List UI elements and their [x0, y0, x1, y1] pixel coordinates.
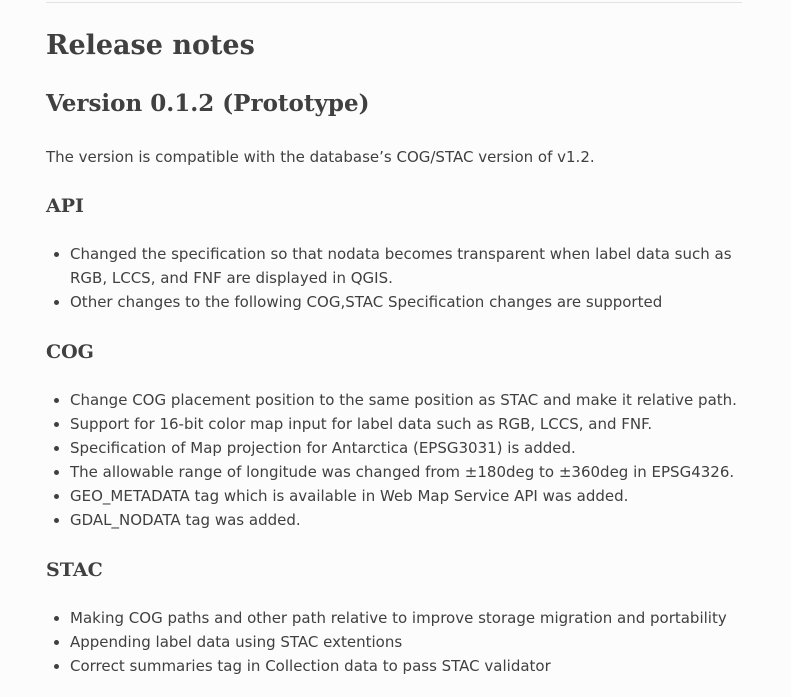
list-item: • Change COG placement position to the same position as STAC and make it relative path. — [70, 388, 742, 412]
list-item: • Other changes to the following COG,STAC Specification changes are supported — [70, 290, 742, 314]
list-stac — [46, 606, 742, 678]
list-item: • The allowable range of longitude was changed from ±180deg to ±360deg in EPSG4326. — [70, 460, 742, 484]
list-item: • Appending label data using STAC extentions — [70, 630, 742, 654]
list-cog — [46, 388, 742, 532]
list-api — [46, 242, 742, 314]
section-heading-stac: STAC — [46, 559, 103, 581]
list-item: • Specification of Map projection for Antarctica (EPSG3031) is added. — [70, 436, 742, 460]
list-item: • Support for 16-bit color map input for label data such as RGB, LCCS, and FNF. — [70, 412, 742, 436]
version-heading: Version 0.1.2 (Prototype) — [46, 90, 370, 117]
intro-paragraph: The version is compatible with the database’s COG/STAC version of v1.2. — [46, 148, 595, 166]
list-item: • Making COG paths and other path relative to improve storage migration and portability — [70, 606, 742, 630]
list-item: • Changed the specification so that nodata becomes transparent when label data such as RGB, LCCS, and FNF are displayed in QGIS. — [70, 242, 742, 290]
list-item: • GDAL_NODATA tag was added. — [70, 508, 742, 532]
list-item: • GEO_METADATA tag which is available in Web Map Service API was added. — [70, 484, 742, 508]
top-divider — [46, 2, 742, 3]
section-heading-api: API — [46, 195, 84, 217]
section-heading-cog: COG — [46, 341, 94, 363]
page-title: Release notes — [46, 30, 255, 61]
list-item: • Correct summaries tag in Collection data to pass STAC validator — [70, 654, 742, 678]
